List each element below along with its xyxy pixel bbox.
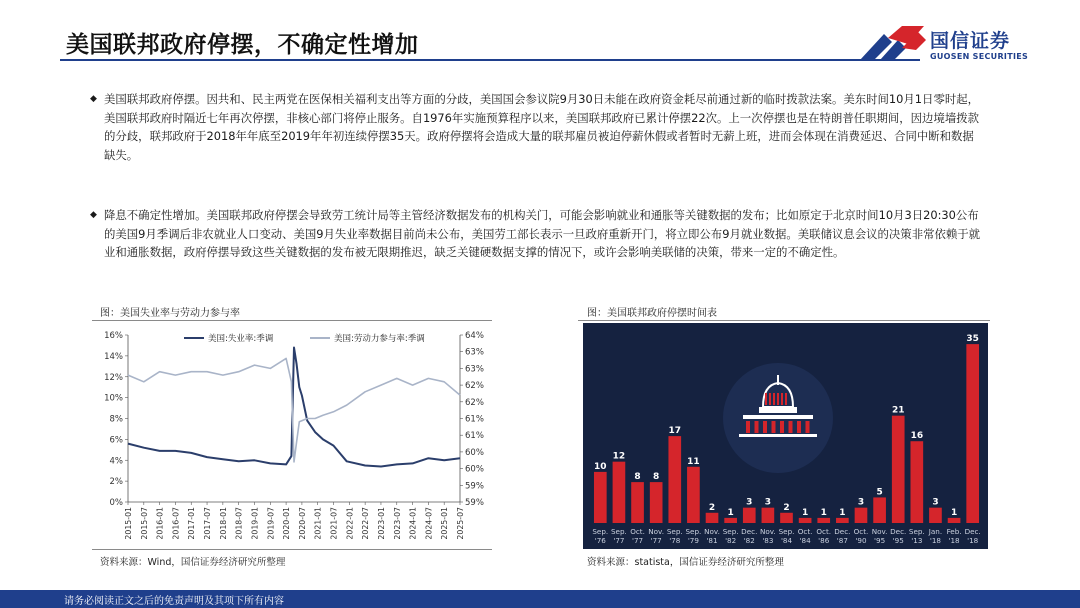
bar-value-label: 3 [857, 497, 865, 508]
y-right-tick-label: 59% [465, 498, 484, 508]
bar-value-label: 16 [910, 431, 924, 442]
bar-category-label-year: '78 [669, 536, 681, 545]
bar [817, 518, 830, 523]
bar-category-label-year: '84 [780, 536, 793, 545]
y-left-tick-label: 2% [109, 477, 123, 488]
y-left-tick-label: 12% [104, 372, 123, 383]
bar-category-label-year: '83 [762, 536, 774, 545]
bullet-text: 美国联邦政府停摆。因共和、民主两党在医保相关福利支出等方面的分歧，美国国会参议院9月30日未能在政府资金耗尽前通过新的临时拨款法案。美东时间10月1日零时起，美国联邦政府时隔近七年再次停摆，非核心部门将停止服务。自1976年实施预算程序以来，美国联邦政府已累计停摆22次。上一次停摆也是在特朗普任职期间，因边境墙拨款的分歧，联邦政府于2018年年底至2019年年初连续停摆35天。政府停摆将会造成大量的联邦雇员被迫停薪休假或者暂时无薪上班，进而会体现在消费延迟、合同中断和数据缺失。 [104, 92, 980, 162]
y-left-tick-label: 6% [109, 435, 123, 446]
figure-left-title: 图：美国失业率与劳动力参与率 [100, 308, 240, 319]
y-right-tick-label: 61% [465, 431, 484, 442]
bar-value-label: 2 [783, 502, 790, 513]
bar-category-label-month: Dec. [964, 527, 981, 536]
bar-value-label: 17 [668, 426, 682, 437]
bar-category-label-month: Nov. [759, 527, 776, 536]
figure-right-title: 图：美国联邦政府停摆时间表 [587, 308, 717, 319]
bar-value-label: 1 [727, 507, 734, 518]
bar [929, 508, 942, 523]
bar [724, 518, 737, 523]
bar-category-label-year: '79 [687, 536, 699, 545]
x-tick-label: 2016-07 [171, 507, 181, 540]
bar-category-label-year: '86 [818, 536, 830, 545]
bar-value-label: 12 [612, 451, 626, 462]
bar-category-label-month: Sep. [666, 527, 683, 536]
bar-value-label: 35 [966, 334, 979, 345]
x-tick-label: 2018-01 [218, 507, 228, 540]
logo-text-cn: 国信证券 [930, 30, 1011, 52]
bar [873, 497, 886, 523]
bar-category-label-year: '95 [874, 536, 886, 545]
bar-value-label: 1 [950, 507, 958, 518]
bar-value-label: 1 [801, 507, 809, 518]
bar-value-label: 10 [594, 461, 607, 472]
bar-category-label-month: Dec. [741, 527, 758, 536]
bar [706, 513, 719, 523]
bar [650, 482, 663, 523]
y-right-tick-label: 61% [465, 414, 484, 425]
y-left-tick-label: 8% [109, 414, 123, 425]
footer-bar [0, 590, 1080, 608]
bullet-marker: ◆ [90, 94, 97, 104]
bar-value-label: 1 [839, 507, 846, 518]
x-tick-label: 2019-01 [250, 507, 260, 540]
bar [762, 508, 775, 523]
x-tick-label: 2020-01 [282, 507, 292, 540]
bar-category-label-month: Feb. [946, 527, 962, 536]
x-tick-label: 2022-07 [361, 507, 371, 540]
bar-category-label-year: '90 [855, 536, 867, 545]
bar-value-label: 3 [764, 497, 772, 508]
bar-category-label-year: '95 [892, 536, 904, 545]
y-right-tick-label: 60% [465, 464, 484, 475]
bar [836, 518, 849, 523]
bar [780, 513, 793, 523]
y-right-tick-label: 63% [465, 347, 484, 358]
x-tick-label: 2020-07 [297, 507, 307, 540]
x-tick-label: 2024-07 [424, 507, 434, 540]
bar-category-label-year: '13 [911, 536, 923, 545]
bar [613, 462, 626, 523]
x-tick-label: 2015-07 [139, 507, 149, 540]
bar-category-label-year: '18 [967, 536, 979, 545]
y-right-tick-label: 62% [465, 381, 484, 392]
shutdown-duration-chart [583, 323, 988, 549]
logo-text-en: GUOSEN SECURITIES [930, 52, 1029, 61]
y-right-tick-label: 59% [465, 481, 484, 492]
bar-value-label: 21 [891, 405, 905, 416]
bar [594, 472, 607, 523]
bar [911, 441, 924, 523]
bar-category-label-month: Sep. [722, 527, 739, 536]
title-underline [60, 59, 920, 61]
y-left-tick-label: 4% [109, 456, 123, 467]
y-right-tick-label: 62% [465, 397, 484, 408]
bar-category-label-year: '77 [631, 536, 644, 545]
bar [631, 482, 644, 523]
bar-category-label-month: Nov. [871, 527, 888, 536]
bar-category-label-year: '87 [836, 536, 848, 545]
bar-category-label-month: Sep. [592, 527, 609, 536]
bar-category-label-month: Dec. [834, 527, 851, 536]
unemployment-participation-chart [92, 324, 492, 548]
bullet-marker: ◆ [90, 210, 97, 220]
bar [668, 436, 681, 523]
bar-category-label-month: Sep. [778, 527, 795, 536]
x-tick-label: 2021-07 [329, 507, 339, 540]
guosen-logo-icon [858, 24, 928, 64]
bar-category-label-month: Sep. [908, 527, 925, 536]
bullet-text: 降息不确定性增加。美国联邦政府停摆会导致劳工统计局等主管经济数据发布的机构关门，可能会影响就业和通胀等关键数据的发布；比如原定于北京时间10月3日20:30公布的美国9月季调后非农就业人口变动、美国9月失业率数据目前尚未公布，美国劳工部长表示一旦政府重新开门，将立即公布9月就业数据。美联储议息会议的决策非常依赖于就业和通胀数据，政府停摆导致这些关键数据的发布被无限期推迟，缺乏关键硬数据支撑的情况下，或许会影响美联储的决策，带来一定的不确定性。 [104, 208, 981, 259]
bar-category-label-month: Sep. [685, 527, 702, 536]
x-tick-label: 2017-07 [203, 507, 213, 540]
y-left-tick-label: 16% [104, 331, 123, 341]
bar-value-label: 8 [653, 472, 660, 483]
bar-category-label-year: '84 [799, 536, 811, 545]
bar-value-label: 8 [634, 472, 641, 483]
figure-right-source: 资料来源：statista，国信证券经济研究所整理 [587, 557, 784, 568]
legend-label: 美国:失业率:季调 [208, 334, 274, 344]
bar-category-label-year: '18 [929, 536, 942, 545]
bar [948, 518, 961, 523]
page-title: 美国联邦政府停摆，不确定性增加 [66, 32, 419, 58]
bar-value-label: 2 [708, 502, 716, 513]
x-tick-label: 2022-01 [345, 507, 355, 540]
y-right-tick-label: 64% [465, 331, 484, 341]
bullet-shutdown [90, 90, 984, 164]
figure-left-rule [92, 320, 492, 321]
bar-category-label-year: '77 [650, 536, 662, 545]
bar-category-label-month: Dec. [890, 527, 907, 536]
bar-category-label-year: '18 [948, 536, 960, 545]
x-tick-label: 2025-01 [440, 507, 450, 540]
bar-category-label-year: '81 [706, 536, 718, 545]
bar-category-label-year: '82 [725, 536, 737, 545]
bar-value-label: 1 [820, 507, 827, 518]
y-left-tick-label: 14% [104, 351, 123, 362]
y-left-tick-label: 0% [109, 498, 123, 508]
figure-right-rule [578, 320, 990, 321]
bar-category-label-month: Oct. [853, 527, 869, 536]
bar-category-label-month: Nov. [704, 527, 720, 536]
bar-category-label-month: Oct. [797, 527, 813, 536]
legend-label: 美国:劳动力参与率:季调 [334, 334, 425, 344]
figure-left-source: 资料来源：Wind，国信证券经济研究所整理 [100, 557, 286, 568]
bar [855, 508, 868, 523]
bar-category-label-month: Oct. [816, 527, 832, 536]
bar [687, 467, 700, 523]
x-tick-label: 2015-01 [124, 507, 133, 540]
bar [966, 344, 979, 523]
x-tick-label: 2018-07 [234, 507, 244, 540]
bar-value-label: 11 [687, 456, 700, 467]
x-tick-label: 2019-07 [266, 507, 276, 540]
y-right-tick-label: 63% [465, 364, 484, 375]
bar-category-label-year: '77 [613, 536, 625, 545]
figure-left-bottom-rule [92, 549, 492, 550]
bar [799, 518, 812, 523]
x-tick-label: 2021-01 [313, 507, 323, 540]
bar-value-label: 3 [932, 497, 939, 508]
bar-category-label-year: '76 [594, 536, 606, 545]
bullet-rate-uncertainty [90, 206, 984, 262]
bar-category-label-month: Oct. [630, 527, 645, 536]
x-tick-label: 2023-01 [376, 507, 386, 540]
x-tick-label: 2025-07 [456, 507, 465, 540]
x-tick-label: 2016-01 [155, 507, 165, 540]
bar [892, 416, 905, 523]
y-right-tick-label: 60% [465, 447, 484, 458]
bar [743, 508, 756, 523]
y-left-tick-label: 10% [104, 393, 123, 404]
bar-category-label-month: Nov. [648, 527, 665, 536]
footer-disclaimer: 请务必阅读正文之后的免责声明及其项下所有内容 [64, 596, 284, 607]
bar-category-label-month: Jan. [928, 527, 943, 536]
x-tick-label: 2017-01 [187, 507, 197, 540]
bar-category-label-month: Sep. [611, 527, 627, 536]
x-tick-label: 2024-01 [408, 507, 418, 540]
bar-value-label: 3 [746, 497, 753, 508]
logo [858, 24, 1048, 64]
x-tick-label: 2023-07 [392, 507, 402, 540]
bar-category-label-year: '82 [743, 536, 755, 545]
bar-value-label: 5 [876, 487, 883, 498]
